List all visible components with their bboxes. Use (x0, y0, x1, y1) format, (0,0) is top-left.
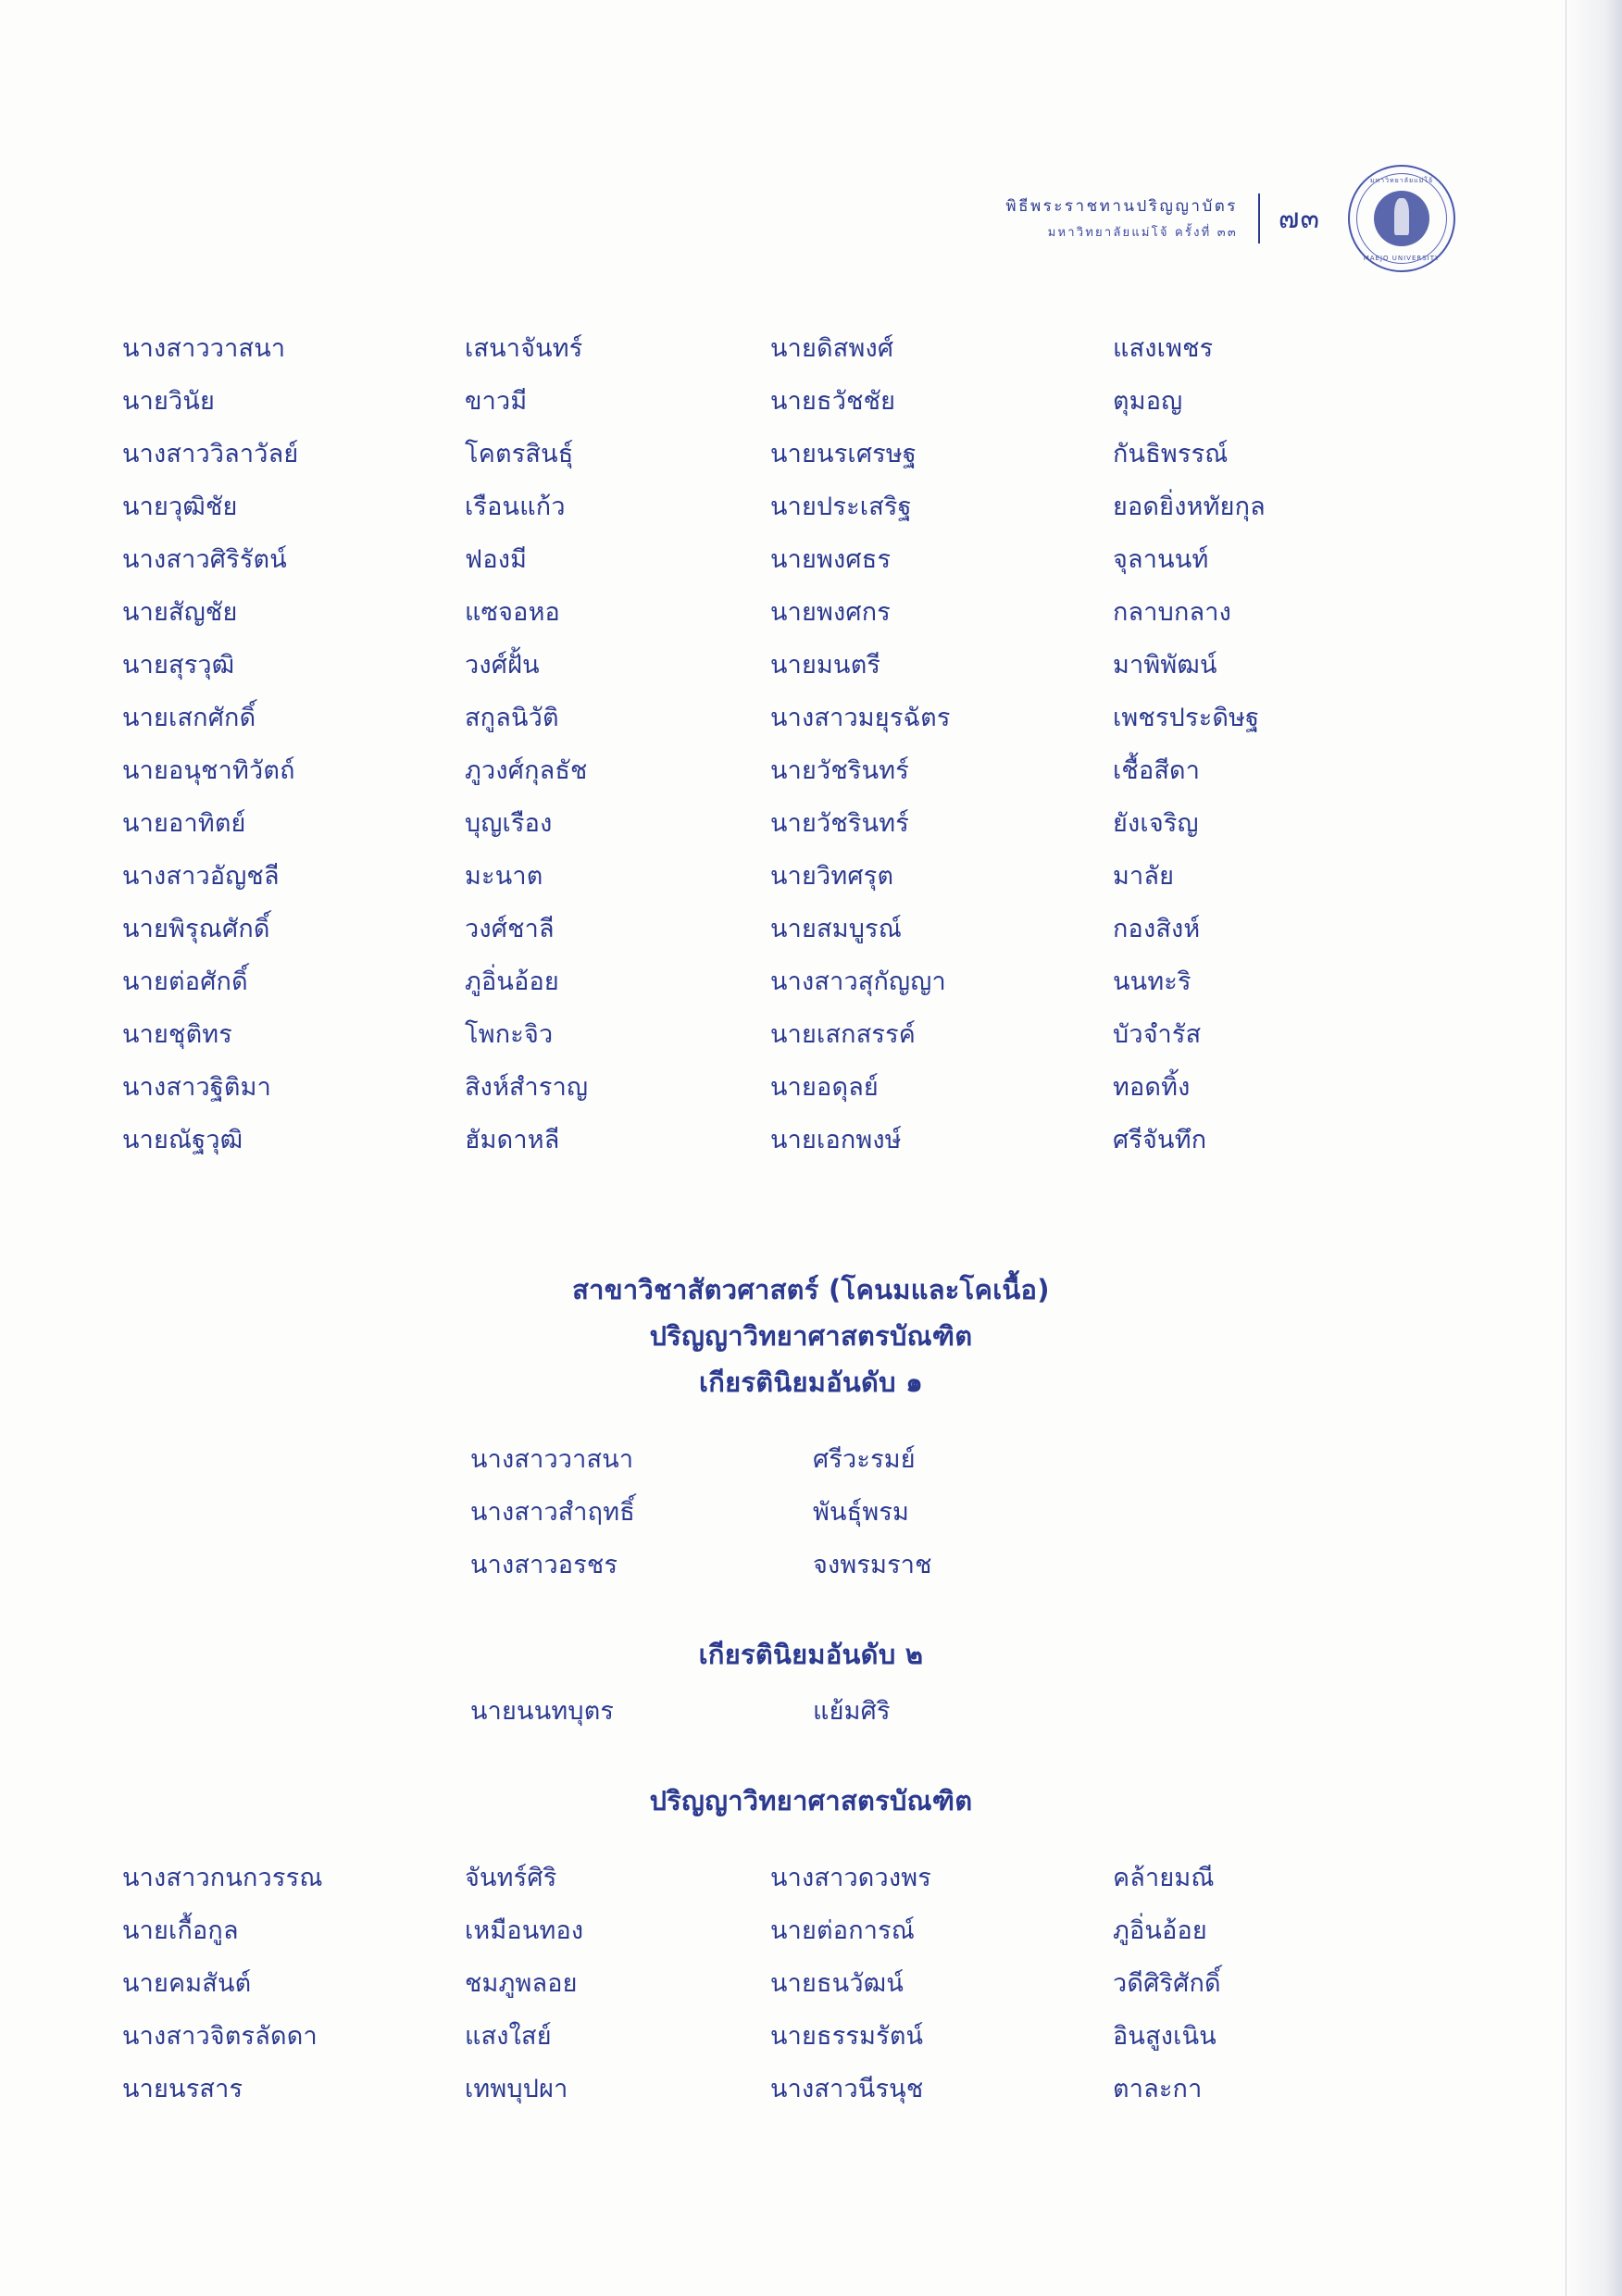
graduate-name-cell: แสงใสย์ (465, 2022, 552, 2051)
section-heading-bachelor-of-science (0, 1778, 1622, 1824)
heading-line: ปริญญาวิทยาศาสตรบัณฑิต (649, 1320, 973, 1352)
graduate-name-cell: เชื้อสีดา (1113, 756, 1201, 785)
graduate-name-cell: นายต่อการณ์ (770, 1916, 916, 1945)
heading-line: เกียรตินิยมอันดับ ๑ (699, 1366, 923, 1398)
graduate-name-cell: นางสาวสำฤทธิ์ (470, 1498, 635, 1527)
graduate-name-cell: กันธิพรรณ์ (1113, 440, 1229, 468)
graduate-name-cell: แสงเพชร (1113, 334, 1214, 363)
graduate-name-cell: นายคมสันต์ (122, 1969, 252, 1998)
graduate-name-cell: นางสาววาสนา (470, 1445, 634, 1474)
graduate-name-cell: นางสาวฐิติมา (122, 1073, 271, 1102)
graduate-name-cell: ศรีวะรมย์ (813, 1445, 916, 1474)
graduate-name-cell: นางสาววิลาวัลย์ (122, 440, 299, 468)
graduate-name-cell: นายชุติทร (122, 1020, 232, 1049)
heading-line: เกียรตินิยมอันดับ ๒ (698, 1639, 924, 1670)
seal-bottom-text: MAEJO UNIVERSITY (1363, 255, 1441, 262)
graduate-name-cell: ตาละกา (1113, 2075, 1203, 2103)
graduate-name-cell: ภูอิ่นอ้อย (1113, 1916, 1207, 1945)
graduate-name-cell: มาพิพัฒน์ (1113, 651, 1217, 680)
graduate-name-cell: คล้ายมณี (1113, 1864, 1215, 1892)
university-seal-icon (1348, 165, 1455, 272)
university-subtitle: มหาวิทยาลัยแม่โจ้ ครั้งที่ ๓๓ (1047, 225, 1238, 240)
header-divider (1258, 193, 1260, 243)
graduate-name-list-top (122, 322, 1354, 1167)
graduate-name-cell: นางสาวดวงพร (770, 1864, 931, 1892)
graduate-name-cell: นายวิทศรุต (770, 862, 894, 891)
graduate-name-cell: กองสิงห์ (1113, 915, 1201, 943)
graduate-name-cell: สิงห์สำราญ (465, 1073, 589, 1102)
graduate-name-cell: นายเอกพงษ์ (770, 1126, 902, 1154)
graduate-name-cell: นายเกื้อกูล (122, 1916, 239, 1945)
graduate-name-cell: นางสาวกนกวรรณ (122, 1864, 323, 1892)
heading-line: สาขาวิชาสัตวศาสตร์ (โคนมและโคเนื้อ) (572, 1274, 1050, 1305)
graduate-name-cell: นายนรเศรษฐ (770, 440, 917, 468)
graduate-name-list-honors-first (470, 1433, 1118, 1591)
graduate-name-cell: ยังเจริญ (1113, 809, 1199, 838)
page-header (1005, 165, 1455, 272)
section-heading-honors-second (0, 1631, 1622, 1678)
heading-line: ปริญญาวิทยาศาสตรบัณฑิต (649, 1785, 973, 1816)
graduate-name-cell: โพกะจิว (465, 1020, 554, 1049)
graduate-name-cell: แย้มศิริ (813, 1697, 891, 1726)
graduate-name-cell: พันธุ์พรม (813, 1498, 910, 1527)
graduate-name-cell: นายธนวัฒน์ (770, 1969, 904, 1998)
graduate-name-cell: นางสาวอัญชลี (122, 862, 280, 891)
graduate-name-cell: มะนาต (465, 862, 543, 891)
graduate-name-cell: ฟองมี (465, 545, 528, 574)
graduate-name-cell: ตุมอญ (1113, 387, 1183, 416)
graduate-name-cell: ฮัมดาหลี (465, 1126, 560, 1154)
graduate-name-cell: นายดิสพงศ์ (770, 334, 894, 363)
graduate-name-cell: นายวินัย (122, 387, 216, 416)
graduate-name-cell: นายวัชรินทร์ (770, 756, 909, 785)
graduate-name-cell: ภูวงศ์กุลธัช (465, 756, 588, 785)
graduate-name-cell: นางสาวจิตรลัดดา (122, 2022, 318, 2051)
scan-edge-shadow (1565, 0, 1622, 2296)
graduate-name-cell: แซจอหอ (465, 598, 560, 627)
graduate-name-cell: กลาบกลาง (1113, 598, 1232, 627)
graduate-name-cell: นายประเสริฐ (770, 493, 912, 521)
graduate-name-cell: ทอดทิ้ง (1113, 1073, 1191, 1102)
graduate-name-cell: นายสัญชัย (122, 598, 238, 627)
graduate-name-cell: มาลัย (1113, 862, 1175, 891)
graduate-name-cell: นายพิรุณศักดิ์ (122, 915, 270, 943)
graduate-name-cell: ศรีจันทึก (1113, 1126, 1207, 1154)
graduate-name-cell: นายณัฐวุฒิ (122, 1126, 243, 1154)
graduate-name-cell: นายพงศกร (770, 598, 892, 627)
graduate-name-cell: เทพบุปผา (465, 2075, 568, 2103)
graduate-name-cell: วงศ์ชาลี (465, 915, 555, 943)
graduate-name-cell: นนทะริ (1113, 967, 1192, 996)
graduate-name-cell: นางสาวมยุรฉัตร (770, 704, 951, 732)
graduate-name-cell: นายอาทิตย์ (122, 809, 246, 838)
graduate-name-cell: เหมือนทอง (465, 1916, 584, 1945)
graduate-name-cell: นางสาวนีรนุช (770, 2075, 924, 2103)
graduate-name-cell: นายวัชรินทร์ (770, 809, 909, 838)
section-heading-animal-science (0, 1267, 1622, 1405)
graduate-name-cell: ชมภูพลอย (465, 1969, 578, 1998)
graduate-name-cell: วงศ์ฝั้น (465, 651, 540, 680)
graduate-name-cell: บุญเรือง (465, 809, 553, 838)
graduate-name-list-honors-second (470, 1685, 1118, 1738)
graduate-name-cell: จงพรมราช (813, 1551, 932, 1579)
graduate-name-cell: อินสูงเนิน (1113, 2022, 1216, 2051)
header-title-block (1005, 195, 1258, 242)
graduate-name-cell: นางสาวศิริรัตน์ (122, 545, 287, 574)
graduate-name-cell: นางสาววาสนา (122, 334, 286, 363)
graduate-name-cell: วดีศิริศักดิ์ (1113, 1969, 1221, 1998)
graduate-name-cell: ภูอิ่นอ้อย (465, 967, 559, 996)
graduate-name-cell: นางสาวอรชร (470, 1551, 618, 1579)
graduate-name-cell: เรือนแก้ว (465, 493, 566, 521)
graduate-name-cell: นายมนตรี (770, 651, 881, 680)
graduate-name-cell: โคตรสินธุ์ (465, 440, 574, 468)
graduate-name-cell: นายเสกศักดิ์ (122, 704, 256, 732)
graduate-name-cell: เสนาจันทร์ (465, 334, 583, 363)
graduate-name-cell: นายสมบูรณ์ (770, 915, 903, 943)
graduate-name-cell: ขาวมี (465, 387, 528, 416)
graduate-name-cell: นายนนทบุตร (470, 1697, 615, 1726)
graduate-name-cell: นายพงศธร (770, 545, 892, 574)
page-number: ๗๓ (1278, 202, 1320, 235)
graduate-name-cell: นายสุรวุฒิ (122, 651, 235, 680)
graduate-name-cell: จุลานนท์ (1113, 545, 1209, 574)
graduate-name-cell: นายนรสาร (122, 2075, 243, 2103)
graduate-name-cell: นางสาวสุกัญญา (770, 967, 946, 996)
graduate-name-cell: นายวุฒิชัย (122, 493, 238, 521)
graduate-name-list-bottom (122, 1852, 1354, 2115)
graduate-name-cell: ยอดยิ่งหทัยกุล (1113, 493, 1266, 521)
seal-top-text: มหาวิทยาลัยแม่โจ้ (1369, 177, 1434, 184)
graduate-name-cell: เพชรประดิษฐ (1113, 704, 1260, 732)
graduate-name-cell: นายธรรมรัตน์ (770, 2022, 924, 2051)
graduate-name-cell: สกูลนิวัติ (465, 704, 559, 732)
graduate-name-cell: นายต่อศักดิ์ (122, 967, 248, 996)
graduate-name-cell: จันทร์ศิริ (465, 1864, 557, 1892)
seal-emblem (1374, 191, 1429, 246)
graduate-name-cell: นายอนุชาทิวัตถ์ (122, 756, 295, 785)
graduate-name-cell: นายธวัชชัย (770, 387, 896, 416)
graduate-name-cell: นายเสกสรรค์ (770, 1020, 917, 1049)
ceremony-title: พิธีพระราชทานปริญญาบัตร (1005, 197, 1238, 216)
graduate-name-cell: นายอดุลย์ (770, 1073, 879, 1102)
graduate-name-cell: บัวจำรัส (1113, 1020, 1202, 1049)
